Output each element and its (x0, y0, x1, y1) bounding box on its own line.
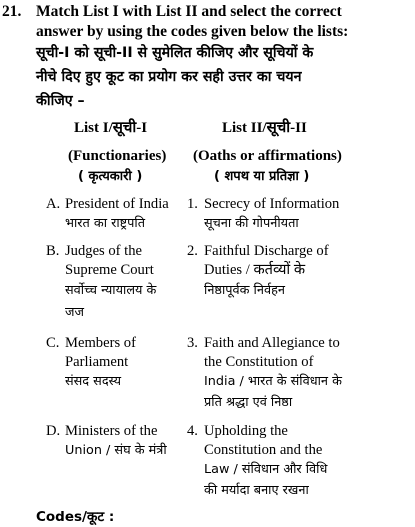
list-2-title: List II/सूची-II (222, 120, 307, 136)
list-2-subtitle: (Oaths or affirmations) (193, 148, 342, 164)
list-2-item-label: 2. (187, 243, 198, 259)
list-2-item (204, 334, 342, 414)
list-1-item-line: सर्वोच्च न्यायालय के (65, 283, 157, 298)
list-2-item-line: Constitution and the (204, 442, 323, 458)
list-2-item-line: सूचना की गोपनीयता (204, 216, 299, 231)
list-2-item-line: निष्ठापूर्वक निर्वहन (204, 283, 285, 298)
list-1-item-line: Judges of the (65, 243, 143, 259)
list-1-item-line: भारत का राष्ट्रपति (65, 216, 146, 231)
list-2-item-line: Secrecy of Information (204, 196, 340, 212)
list-1-item-label: B. (46, 243, 60, 259)
list-1-item-label: A. (46, 196, 61, 212)
question-hindi-line-2: नीचे दिए हुए कूट का प्रयोग कर सही उत्तर का चयन (36, 69, 302, 85)
list-1-item-label: C. (46, 335, 60, 351)
list-1-item (65, 195, 169, 233)
list-1-item (65, 334, 136, 391)
codes-label: Codes/कूट : (36, 509, 115, 525)
list-2-item (204, 422, 327, 502)
question-hindi-line-1: सूची-I को सूची-II से सुमेलित कीजिए और सूचियों के (36, 45, 314, 61)
list-1-subtitle-hindi: ( कृत्यकारी ) (78, 169, 143, 184)
list-2-item-label: 3. (187, 335, 198, 351)
question-number: 21. (2, 3, 22, 20)
list-1-item-line: Members of (65, 335, 136, 351)
list-1-item-line: Parliament (65, 354, 129, 370)
list-2-item-label: 4. (187, 423, 198, 439)
list-2-item-line: Upholding the (204, 423, 288, 439)
list-1-item-line: जज (65, 305, 84, 320)
list-1-item-line: संसद सदस्य (65, 374, 122, 389)
list-2-item-label: 1. (187, 196, 198, 212)
list-1-item-label: D. (46, 423, 61, 439)
list-1-subtitle: (Functionaries) (68, 148, 167, 164)
list-2-item-line: की मर्यादा बनाए रखना (204, 483, 309, 498)
list-2-item-line: Faithful Discharge of (204, 243, 329, 259)
list-2-item-line: प्रति श्रद्धा एवं निष्ठा (204, 395, 293, 410)
list-1-item-line: Union / संघ के मंत्री (65, 443, 167, 458)
list-1-title: List I/सूची-I (74, 120, 148, 136)
list-2-item-line: the Constitution of (204, 354, 314, 370)
list-2-item-line: India / भारत के संविधान के (204, 374, 342, 389)
list-2-item-line: Faith and Allegiance to (204, 335, 340, 351)
question-text-line-1: Match List I with List II and select the correct (36, 3, 342, 20)
question-text-line-2: answer by using the codes given below the lists: (36, 23, 349, 40)
list-1-item-line: Supreme Court (65, 262, 154, 278)
list-1-item-line: President of India (65, 196, 169, 212)
list-1-item-line: Ministers of the (65, 423, 158, 439)
list-2-subtitle-hindi: ( शपथ या प्रतिज्ञा ) (214, 169, 310, 184)
list-2-item (204, 195, 339, 233)
list-1-item (65, 242, 156, 324)
list-2-item (204, 242, 329, 302)
list-2-item-line: Duties / कर्तव्यों के (204, 262, 306, 278)
list-2-item-line: Law / संविधान और विधि (204, 462, 328, 477)
list-1-item (65, 422, 167, 460)
question-hindi-line-3: कीजिए – (36, 93, 85, 109)
